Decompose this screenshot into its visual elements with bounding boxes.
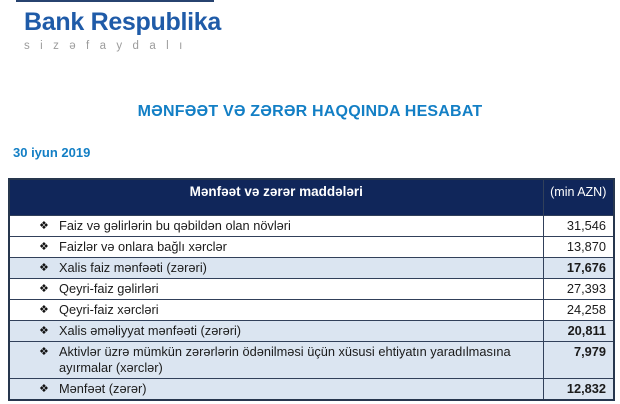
row-label-cell [9, 320, 543, 341]
diamond-bullet-icon: ❖ [39, 240, 49, 253]
table-body [9, 215, 614, 400]
row-label: Faizlər və onlara bağlı xərclər [59, 238, 227, 254]
row-label-cell [9, 341, 543, 378]
row-label: Xalis əməliyyat mənfəəti (zərəri) [59, 322, 242, 338]
row-label-cell [9, 215, 543, 236]
table-row [9, 341, 614, 378]
diamond-bullet-icon: ❖ [39, 219, 49, 232]
row-label-cell [9, 278, 543, 299]
row-value: 17,676 [543, 257, 614, 278]
row-label: Mənfəət (zərər) [59, 380, 147, 396]
table-header-row [9, 179, 614, 215]
row-label-cell [9, 236, 543, 257]
table-row [9, 278, 614, 299]
pnl-table [8, 178, 615, 401]
table-header-unit: (min AZN) [543, 179, 614, 215]
diamond-bullet-icon: ❖ [39, 261, 49, 274]
row-label-cell [9, 299, 543, 320]
logo-top-border [16, 0, 214, 2]
bank-logo-name: Bank Respublika [24, 8, 221, 36]
row-label-cell [9, 378, 543, 400]
diamond-bullet-icon: ❖ [39, 382, 49, 395]
table-row [9, 299, 614, 320]
diamond-bullet-icon: ❖ [39, 324, 49, 337]
row-value: 31,546 [543, 215, 614, 236]
row-label: Qeyri-faiz gəlirləri [59, 280, 159, 296]
page-title: MƏNFƏƏT VƏ ZƏRƏR HAQQINDA HESABAT [137, 103, 483, 120]
table-row [9, 257, 614, 278]
bank-logo [24, 9, 221, 52]
diamond-bullet-icon: ❖ [39, 303, 49, 316]
table-row [9, 236, 614, 257]
row-value: 20,811 [543, 320, 614, 341]
bank-logo-tagline: s i z ə f a y d a l ı [24, 39, 186, 52]
row-label: Qeyri-faiz xərcləri [59, 301, 159, 317]
row-value: 12,832 [543, 378, 614, 400]
row-value: 13,870 [543, 236, 614, 257]
diamond-bullet-icon: ❖ [39, 282, 49, 295]
row-label: Faiz və gəlirlərin bu qəbildən olan növləri [59, 217, 291, 233]
diamond-bullet-icon: ❖ [39, 345, 49, 358]
table-row [9, 320, 614, 341]
report-date: 30 iyun 2019 [13, 145, 91, 160]
table-row [9, 215, 614, 236]
row-label: Xalis faiz mənfəəti (zərəri) [59, 259, 207, 275]
row-value: 27,393 [543, 278, 614, 299]
row-label-cell [9, 257, 543, 278]
row-label: Aktivlər üzrə mümkün zərərlərin ödənilməsi üçün xüsusi ehtiyatın yaradılmasına ayırmalar (xərclər) [59, 343, 511, 375]
row-value: 7,979 [543, 341, 614, 378]
row-value: 24,258 [543, 299, 614, 320]
table-header-label: Mənfəət və zərər maddələri [9, 179, 543, 215]
table-row [9, 378, 614, 400]
